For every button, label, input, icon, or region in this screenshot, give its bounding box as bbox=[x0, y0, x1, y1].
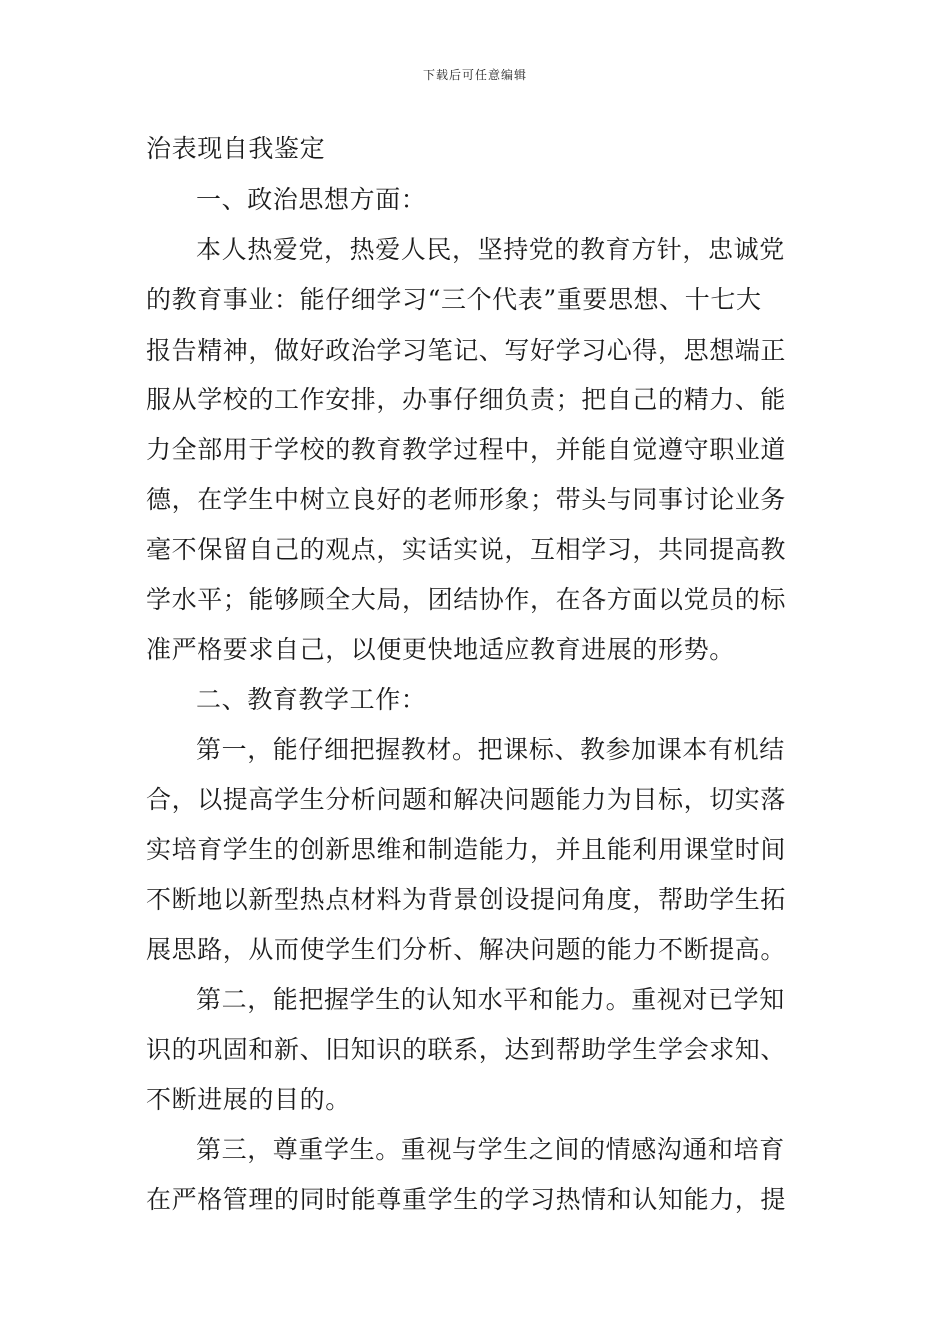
text-line: 识的巩固和新、旧知识的联系，达到帮助学生学会求知、 bbox=[146, 1035, 787, 1064]
text-line: 毫不保留自己的观点，实话实说，互相学习，共同提高教 bbox=[146, 535, 787, 564]
document-title: 治表现自我鉴定 bbox=[146, 134, 326, 163]
text-line: 学水平；能够顾全大局，团结协作，在各方面以党员的标 bbox=[146, 585, 787, 614]
text-line: 合，以提高学生分析问题和解决问题能力为目标，切实落 bbox=[146, 785, 787, 814]
text-line: 报告精神，做好政治学习笔记、写好学习心得，思想端正 bbox=[146, 336, 787, 365]
text-line: 准严格要求自己，以便更快地适应教育进展的形势。 bbox=[146, 635, 735, 664]
text-line: 在严格管理的同时能尊重学生的学习热情和认知能力，提 bbox=[146, 1185, 787, 1214]
text-line: 第一，能仔细把握教材。把课标、教参加课本有机结 bbox=[196, 735, 785, 764]
section-heading: 一、政治思想方面： bbox=[196, 185, 427, 214]
text-line: 第二，能把握学生的认知水平和能力。重视对已学知 bbox=[196, 985, 785, 1014]
text-line: 力全部用于学校的教育教学过程中，并能自觉遵守职业道 bbox=[146, 435, 787, 464]
text-line: 实培育学生的创新思维和制造能力，并且能利用课堂时间 bbox=[146, 835, 787, 864]
section-heading: 二、教育教学工作： bbox=[196, 685, 427, 714]
text-line: 不断地以新型热点材料为背景创设提问角度，帮助学生拓 bbox=[146, 885, 787, 914]
text-line: 展思路，从而使学生们分析、解决问题的能力不断提高。 bbox=[146, 935, 787, 964]
text-line: 德，在学生中树立良好的老师形象；带头与同事讨论业务 bbox=[146, 485, 787, 514]
text-line: 本人热爱党，热爱人民，坚持党的教育方针，忠诚党 bbox=[196, 235, 785, 264]
text-line: 的教育事业：能仔细学习“三个代表”重要思想、十七大 bbox=[146, 285, 762, 314]
text-line: 不断进展的目的。 bbox=[146, 1085, 351, 1114]
text-line: 服从学校的工作安排，办事仔细负责；把自己的精力、能 bbox=[146, 385, 787, 414]
text-line: 第三，尊重学生。重视与学生之间的情感沟通和培育 bbox=[196, 1135, 785, 1164]
page-header: 下载后可任意编辑 bbox=[422, 68, 527, 82]
